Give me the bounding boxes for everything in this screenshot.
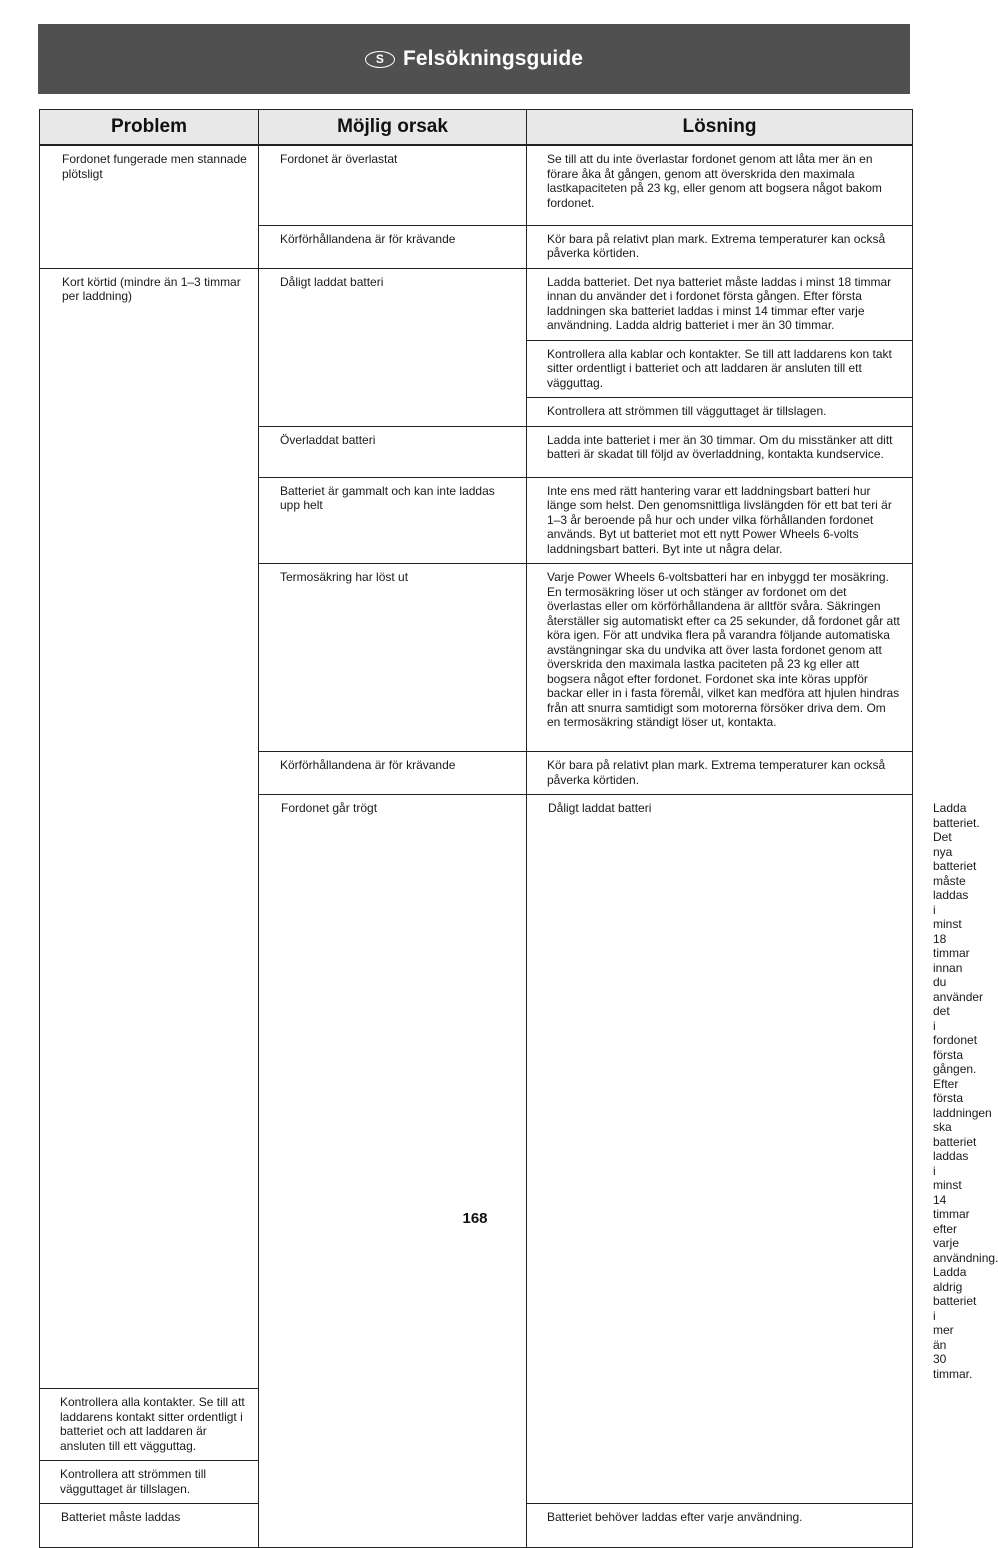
table-row: Fordonet går trögt Dåligt laddat batteri Ladda batteriet. Det nya batteriet måste laddas i minst 18 timmar innan du använder det i fordonet första gången. Efter första laddningen ska batteriet laddas i minst 14 timmar efter varje användning. Ladda aldrig batteriet i mer än 30 timmar. <box>40 795 913 1389</box>
problem-cell: Fordonet går trögt <box>259 795 527 1548</box>
solution-cell: Ladda inte batteriet i mer än 30 timmar. Om du misstänker att ditt batteri är skadat till följd av överladdning, kontakta kundservice. <box>527 426 913 477</box>
solution-cell: Varje Power Wheels 6-voltsbatteri har en inbyggd ter mosäkring. En termosäkring löser ut och stänger av fordonet om det överlastas eller om körförhållandena är alltför svåra. Säkringen återställer sig automatiskt efter ca 25 sekunder, då fordonet går att köra igen. För att undvika flera på varandra följande automatiska avstängningar ska du undvika att över lasta fordonet genom att överskrida den maximala lastka paciteten på 23 kg eller att bogsera något efter fordonet. Fordonet ska inte köras uppför backar eller in i fasta föremål, vilket kan medföra att hjulen hindras från att snurra samtidigt som motorerna försöker driva dem. Om en termosäkring ständigt löser ut, kontakta. <box>527 564 913 752</box>
problem-cell: Fordonet fungerade men stannade plötsligt <box>40 145 259 268</box>
cause-cell: Körförhållandena är för krävande <box>259 225 527 268</box>
solution-cell: Inte ens med rätt hantering varar ett laddningsbart batteri hur länge som helst. Den genomsnittliga livslängden för ett bat teri är 1–3 år beroende på hur och under vilka förhållanden fordonet används. Byt ut batteriet mot ett nytt Power Wheels 6-volts laddningsbart batteri. Byt inte ut några delar. <box>527 477 913 564</box>
table-row <box>40 268 913 340</box>
cause-cell: Överladdat batteri <box>259 426 527 477</box>
column-header-cause: Möjlig orsak <box>259 110 527 146</box>
cause-cell: Dåligt laddat batteri <box>259 268 527 426</box>
solution-cell: Se till att du inte överlastar fordonet genom att låta mer än en förare åka åt gången, genom att överskrida den maximala lastkapaciteten på 23 kg, eller genom att bogsera något bakom fordonet. <box>527 145 913 225</box>
solution-cell: Ladda batteriet. Det nya batteriet måste laddas i minst 18 timmar innan du använder det i fordonet första gången. Efter första laddningen ska batteriet laddas i minst 14 timmar efter varje användning. Ladda aldrig batteriet i mer än 30 timmar. <box>527 268 913 340</box>
cause-cell: Fordonet är överlastat <box>259 145 527 225</box>
solution-cell: Kontrollera att strömmen till vägguttaget är tillslagen. <box>40 1461 259 1504</box>
problem-cell: Kort körtid (mindre än 1–3 timmar per laddning) <box>40 268 259 1389</box>
solution-cell: Kontrollera alla kontakter. Se till att laddarens kontakt sitter ordentligt i batteriet och att laddaren är ansluten till ett vägguttag. <box>40 1389 259 1461</box>
page-title: Felsökningsguide <box>402 47 584 70</box>
language-badge: S <box>365 51 395 68</box>
header-banner <box>38 24 910 94</box>
solution-cell: Kör bara på relativt plan mark. Extrema temperaturer kan också påverka körtiden. <box>527 225 913 268</box>
cause-cell: Batteriet måste laddas <box>40 1504 259 1548</box>
cause-cell: Dåligt laddat batteri <box>527 795 913 1504</box>
column-header-problem: Problem <box>40 110 259 146</box>
troubleshooting-table <box>39 109 998 1548</box>
solution-cell: Kontrollera att strömmen till vägguttaget är tillslagen. <box>527 398 913 427</box>
solution-cell: Kör bara på relativt plan mark. Extrema temperaturer kan också påverka körtiden. <box>527 752 913 795</box>
cause-cell: Batteriet är gammalt och kan inte laddas upp helt <box>259 477 527 564</box>
solution-cell: Kontrollera alla kablar och kontakter. Se till att laddarens kon takt sitter ordentligt i batteriet och att laddaren är ansluten till ett vägguttag. <box>527 340 913 398</box>
cause-cell: Termosäkring har löst ut <box>259 564 527 752</box>
table-row <box>40 145 913 225</box>
solution-cell: Batteriet behöver laddas efter varje användning. <box>527 1504 913 1548</box>
table-header-row <box>40 110 913 146</box>
column-header-solution: Lösning <box>527 110 913 146</box>
page-number: 168 <box>462 1210 488 1227</box>
cause-cell: Körförhållandena är för krävande <box>259 752 527 795</box>
